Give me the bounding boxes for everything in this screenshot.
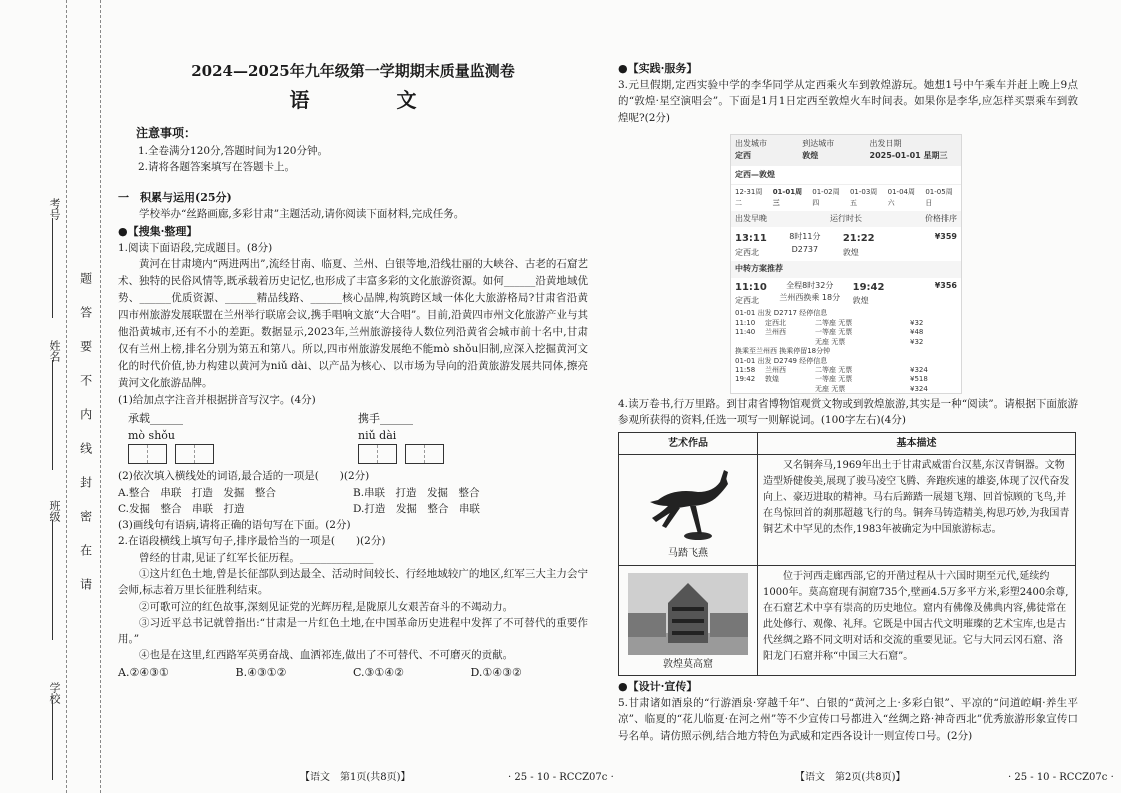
from-city[interactable]: 出发城市 定西 <box>735 139 767 161</box>
q2-opt-b[interactable]: B.④③①② <box>235 665 287 679</box>
train-schedule-screenshot <box>730 134 962 394</box>
school-label: 学校 <box>48 682 62 704</box>
sort-bar <box>731 211 961 227</box>
answer-grid-2[interactable] <box>175 444 214 464</box>
part1-intro: 学校举办“丝路画廊,多彩甘肃”主题活动,请你阅读下面材料,完成任务。 <box>139 208 465 221</box>
q1-opt-a[interactable]: A.整合 串联 打造 发掘 整合 <box>118 486 276 499</box>
leg-1-row-1: 11:10 定西北 二等座 无票 ¥32 <box>735 318 924 327</box>
fill-1-label: 承载______ <box>128 412 183 426</box>
notice-title: 注意事项： <box>136 126 197 141</box>
art-col-header: 艺术作品 <box>619 432 758 455</box>
seal-char-1: 题 <box>78 272 93 286</box>
q2-opt-d[interactable]: D.①④③② <box>470 665 522 679</box>
seal-char-6: 线 <box>78 442 93 456</box>
seal-char-7: 封 <box>78 476 93 490</box>
bronze-horse-caption: 马踏飞燕 <box>668 548 708 560</box>
q1-passage: 黄河在甘肃境内“两进两出”,流经甘南、临夏、兰州、白银等地,沿线壮丽的大峡谷、古老的石窟艺术、独特的民俗风情等,既承载着历史记忆,也形成了丰富多彩的文化旅游资源。如何______沿黄地域优势、______优质资源、______精品线路、______核心品牌,构筑跨区域一体化大旅游格局?甘肃省沿黄四市州旅游发展联盟在兰州举行联席会议,携手唱响文旅“大合唱”。目前,沿黄四市州文化旅游产业与其他沿黄城市,还有不小的差距。数据显示,2023年,兰州旅游接待人数位列沿黄省会城市前十名中,甘肃仅有兰州上榜,排名分别为第五和第八。所以,四市州旅游发展绝不能mò shǒu旧制,应深入挖掘黄河文化的时代价值,协力构建以黄河为niǔ dài、以产品为核心、以市场为导向的沿黄旅游发展共同体,擦亮黄河文化旅游品牌。 <box>118 258 588 389</box>
fill-2-pinyin: niǔ dài <box>358 429 397 443</box>
seal-char-2: 答 <box>78 306 93 320</box>
q2-item-1: ①这片红色土地,曾是长征部队到达最全、活动时间较长、行经地域较广的地区,红军三大主力会宁会师,标志着万里长征胜利结束。 <box>118 568 588 597</box>
date-tab-6[interactable]: 01-05周日 <box>925 188 953 208</box>
answer-grid-1[interactable] <box>128 444 167 464</box>
transfer-legs <box>731 309 961 394</box>
fill-2-label: 携手______ <box>358 412 413 426</box>
bronze-horse-image <box>628 462 748 544</box>
seal-line-outer <box>66 0 67 793</box>
q1-sub1: (1)给加点字注音并根据拼音写汉字。(4分) <box>118 394 316 406</box>
q1-opt-c[interactable]: C.发掘 整合 串联 打造 <box>118 502 245 515</box>
exam-number-line <box>52 218 53 318</box>
leg-2-row-3: 无座 无票 ¥324 <box>815 384 928 393</box>
page-2 <box>618 60 1078 126</box>
date-tab-3[interactable]: 01-02周四 <box>812 188 840 208</box>
date-picker[interactable]: 出发日期 2025-01-01 星期三 <box>869 139 948 161</box>
mogao-caves-desc: 位于河西走廊西部,它的开凿过程从十六国时期至元代,延续约1000年。莫高窟现有洞窟735个,壁画4.5万多平方米,彩塑2400余尊,在石窟艺术中享有崇高的历史地位。窟内有佛像及佛典内容,佛徒常在此处修行、观像、礼拜。它既是中国古代文明璀璨的艺术宝库,也是古代丝绸之路不同文明对话和交流的重要见证。它与大同云冈石窟、洛阳龙门石窟并称“中国三大石窟”。 <box>758 565 1076 676</box>
date-tab-4[interactable]: 01-03周五 <box>849 188 878 208</box>
sort-price[interactable]: 价格排序 <box>925 213 957 223</box>
leg-2-row-2: 19:42 敦煌 一等座 无票 ¥518 <box>735 375 928 384</box>
q2-lead: 曾经的甘肃,见证了红军长征历程。______________ <box>139 551 374 564</box>
notice-1: 1.全卷满分120分,答题时间为120分钟。 <box>138 144 328 157</box>
class-label: 班级 <box>48 500 62 522</box>
q2-opts <box>118 664 588 681</box>
answer-grid-3[interactable] <box>358 444 397 464</box>
name-line <box>52 360 53 470</box>
leg-1-header: 01-01 出发 D2717 经停信息 <box>735 309 828 318</box>
mogao-caves-caption: 敦煌莫高窟 <box>663 658 713 670</box>
leg-2-row-1: 11:58 兰州西 二等座 无票 ¥324 <box>735 366 928 375</box>
transfer-title: 中转方案推荐 <box>731 261 961 277</box>
train-row-transfer[interactable]: 11:10 定西北 全程8时32分 兰州西换乘 18分 19:42 敦煌 ¥356 <box>735 280 957 306</box>
seal-char-5: 内 <box>78 408 93 422</box>
binding-margin <box>0 0 108 793</box>
name-label: 姓名 <box>48 340 62 362</box>
q1-sub3: (3)画线句有语病,请将正确的语句写在下面。(2分) <box>118 519 351 532</box>
school-line <box>52 700 53 780</box>
exam-number-label: 考号 <box>48 198 62 220</box>
q3-stem: 3.元旦假期,定西实验中学的李华同学从定西乘火车到敦煌游玩。她想1号中午乘车并赶上晚上9点的“敦煌·星空演唱会”。下面是1月1日定西至敦煌火车时间表。如果你是李华,应怎样买票乘车到敦煌呢?(2分) <box>618 79 1078 124</box>
page-1 <box>118 60 588 681</box>
transfer-note: 换乘至兰州西 换乘停留18分钟 <box>735 347 831 356</box>
q4-stem: 4.读万卷书,行万里路。到甘肃省博物馆观赏文物或到敦煌旅游,其实是一种“阅读”。请根据下面旅游参观所获得的资料,任选一项写一则解说词。(100字左右)(4分) <box>618 398 1078 427</box>
q2-stem: 2.在语段横线上填写句子,排序最恰当的一项是( )(2分) <box>118 535 386 548</box>
tag-practice: ●【实践·服务】 <box>618 62 698 75</box>
q2-opt-c[interactable]: C.③①④② <box>353 665 404 679</box>
subject-title: 语 文 <box>289 88 457 113</box>
seal-char-10: 请 <box>78 578 93 592</box>
q1-sub2: (2)依次填入横线处的词语,最合适的一项是( )(2分) <box>118 470 370 483</box>
bronze-horse-desc: 又名铜奔马,1969年出土于甘肃武威雷台汉墓,东汉青铜器。文物造型矫健俊美,展现了骏马凌空飞腾、奔跑疾速的雄姿,体现了汉代奋发向上、豪迈进取的精神。马右后蹄踏一展翅飞翔、回首惊顾的飞鸟,并在鸟惊回首的刹那超越飞行的鸟。铜奔马铸造精美,构思巧妙,为我国青铜艺术中罕见的杰作,1983年被确定为中国旅游标志。 <box>758 455 1076 566</box>
fill-1 <box>118 410 358 468</box>
seal-char-4: 不 <box>78 374 93 388</box>
q2-opt-a[interactable]: A.②④③① <box>118 665 169 679</box>
footer-code-2: · 25 - 10 - RCCZ07c · <box>1008 772 1114 783</box>
seal-char-8: 密 <box>78 510 93 524</box>
to-city[interactable]: 到达城市 敦煌 <box>802 139 835 161</box>
exam-title: 2024—2025年九年级第一学期期末质量监测卷 <box>191 62 515 80</box>
tag-collect: ●【搜集·整理】 <box>118 224 198 238</box>
q1-opts-row-1 <box>118 485 588 501</box>
q1-stem: 1.阅读下面语段,完成题目。(8分) <box>118 241 273 254</box>
q2-item-2: ②可歌可泣的红色故事,深刻见证党的光辉历程,是陇原儿女艰苦奋斗的不竭动力。 <box>139 600 514 613</box>
part1-heading: 一 积累与运用(25分) <box>118 191 232 205</box>
q1-opt-b[interactable]: B.串联 打造 发掘 整合 <box>353 486 480 499</box>
footer-page-1: 【语文 第1页(共8页)】 <box>300 772 411 783</box>
q2-item-3: ③习近平总书记就曾指出:“甘肃是一片红色土地,在中国革命历史进程中发挥了不可替代的重要作用。” <box>118 616 588 646</box>
footer-code-1: · 25 - 10 - RCCZ07c · <box>508 772 614 783</box>
search-bar <box>731 135 961 166</box>
seal-line-inner <box>100 0 101 793</box>
date-tabs <box>731 185 961 211</box>
leg-2-header: 01-01 出发 D2749 经停信息 <box>735 356 828 365</box>
tag-design: ●【设计·宣传】 <box>618 680 698 694</box>
q1-opts-row-2 <box>118 501 588 517</box>
seal-char-3: 要 <box>78 340 93 354</box>
desc-col-header: 基本描述 <box>758 432 1076 455</box>
route-title: 定西—敦煌 <box>731 166 961 185</box>
q4-block <box>618 396 1078 744</box>
seal-char-9: 在 <box>78 544 93 558</box>
train-row-direct[interactable]: 13:11 定西北 8时11分 D2737 21:22 敦煌 ¥359 <box>735 232 957 257</box>
class-line <box>52 520 53 640</box>
fill-1-pinyin: mò shǒu <box>128 429 175 443</box>
sort-duration[interactable]: 运行时长 <box>830 213 862 223</box>
notice-2: 2.请将各题答案填写在答题卡上。 <box>138 161 296 174</box>
footer-page-2: 【语文 第2页(共8页)】 <box>795 772 906 783</box>
date-tab-1[interactable]: 12-31周二 <box>735 188 763 208</box>
leg-1-row-2: 11:40 兰州西 一等座 无票 ¥48 <box>735 328 924 337</box>
mogao-caves-image <box>628 573 748 655</box>
q2-item-4: ④也是在这里,红西路军英勇奋战、血洒祁连,做出了不可替代、不可磨灭的贡献。 <box>139 649 514 662</box>
q5-stem: 5.甘肃诸如酒泉的“行游酒泉·穿越千年”、白银的“黄河之上·多彩白银”、平凉的“问道崆峒·养生平凉”、临夏的“花儿临夏·在河之州”等不少宣传口号都进入“丝绸之路·神奇西北”优秀旅游形象宣传口号名单。请仿照示例,结合地方特色为武威和定西各设计一则宣传口号。(2分) <box>618 697 1078 742</box>
sort-departure[interactable]: 出发早晚 <box>735 213 767 223</box>
answer-grid-4[interactable] <box>405 444 444 464</box>
leg-1-row-3: 无座 无票 ¥32 <box>815 337 924 346</box>
pinyin-row <box>118 410 588 468</box>
date-tab-2[interactable]: 01-01周三 <box>772 188 803 208</box>
fill-2 <box>358 410 588 468</box>
q1-opt-d[interactable]: D.打造 发掘 整合 串联 <box>353 502 480 515</box>
art-table <box>618 432 1076 677</box>
date-tab-5[interactable]: 01-04周六 <box>887 188 915 208</box>
